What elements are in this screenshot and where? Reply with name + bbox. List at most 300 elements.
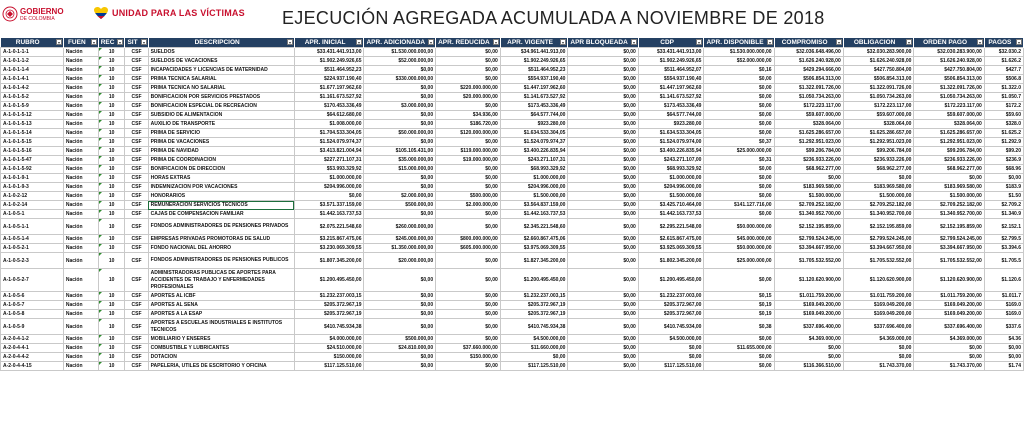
cell-situacion[interactable]: CSF: [125, 165, 148, 174]
cell-value[interactable]: $220.000.000,00: [436, 84, 501, 93]
filter-dropdown-icon[interactable]: [696, 39, 702, 45]
cell-value[interactable]: $68.993.329,92: [638, 165, 704, 174]
cell-value[interactable]: $0,00: [568, 156, 638, 165]
cell-descripcion[interactable]: APORTES AL SENA: [148, 301, 294, 310]
cell-value[interactable]: $32.030.283.900,00: [843, 48, 914, 57]
cell-value[interactable]: $32.030.283.900,00: [914, 48, 984, 57]
cell-value[interactable]: $50.000.000,00: [364, 129, 436, 138]
cell-value[interactable]: $224.937.190,40: [294, 75, 364, 84]
cell-value[interactable]: $2.799.524.245,00: [774, 235, 843, 244]
cell-fuente[interactable]: Nación: [63, 219, 98, 235]
cell-descripcion[interactable]: PAPELERIA, UTILES DE ESCRITORIO Y OFICINA: [148, 362, 294, 371]
cell-value[interactable]: $500.000,00: [364, 201, 436, 210]
cell-fuente[interactable]: Nación: [63, 344, 98, 353]
cell-value[interactable]: $1.292.951.023,00: [914, 138, 984, 147]
cell-descripcion[interactable]: CAJAS DE COMPENSACION FAMILIAR: [148, 210, 294, 219]
cell-fuente[interactable]: Nación: [63, 201, 98, 210]
cell-value[interactable]: $117.125.510,00: [500, 362, 568, 371]
cell-situacion[interactable]: CSF: [125, 353, 148, 362]
cell-value[interactable]: $3.394.667.950,00: [914, 244, 984, 253]
cell-value[interactable]: $1.530.000.000,00: [704, 48, 774, 57]
cell-value[interactable]: $172.223.117,00: [843, 102, 914, 111]
cell-value[interactable]: $1.442.163.737,53: [500, 210, 568, 219]
cell-value[interactable]: $4.369.000,00: [914, 335, 984, 344]
cell-value[interactable]: $0,37: [704, 138, 774, 147]
cell-value[interactable]: $0,16: [704, 66, 774, 75]
filter-dropdown-icon[interactable]: [56, 39, 62, 45]
cell-recurso[interactable]: 10: [98, 93, 125, 102]
cell-value[interactable]: $0,00: [568, 84, 638, 93]
cell-value[interactable]: $2.295.221.548,00: [638, 219, 704, 235]
cell-value[interactable]: $0,00: [364, 93, 436, 102]
cell-value[interactable]: $1.500.000,00: [914, 192, 984, 201]
cell-rubro[interactable]: A-1-0-1-5-92: [1, 165, 64, 174]
cell-value[interactable]: $0,00: [436, 253, 501, 269]
cell-value[interactable]: $0,00: [436, 335, 501, 344]
cell-situacion[interactable]: CSF: [125, 362, 148, 371]
cell-value[interactable]: $150.000,00: [436, 353, 501, 362]
cell-value[interactable]: $0,00: [984, 344, 1023, 353]
cell-recurso[interactable]: 10: [98, 192, 125, 201]
cell-value[interactable]: $0,00: [568, 111, 638, 120]
cell-rubro[interactable]: A-1-0-5-1-4: [1, 235, 64, 244]
cell-recurso[interactable]: 10: [98, 353, 125, 362]
filter-dropdown-icon[interactable]: [141, 39, 147, 45]
cell-value[interactable]: $1.000.000,00: [294, 174, 364, 183]
cell-rubro[interactable]: A-2-0-4-4-2: [1, 353, 64, 362]
cell-value[interactable]: $0,15: [704, 292, 774, 301]
cell-value[interactable]: $328.064,00: [774, 120, 843, 129]
cell-value[interactable]: $183.969.580,00: [843, 183, 914, 192]
cell-value[interactable]: $0,00: [568, 102, 638, 111]
cell-value[interactable]: $15.000.000,00: [364, 165, 436, 174]
cell-descripcion[interactable]: PRIMA TECNICA SALARIAL: [148, 75, 294, 84]
cell-value[interactable]: $1.322.0: [984, 84, 1023, 93]
cell-fuente[interactable]: Nación: [63, 48, 98, 57]
cell-value[interactable]: $99.206.784,00: [774, 147, 843, 156]
cell-recurso[interactable]: 10: [98, 66, 125, 75]
cell-situacion[interactable]: CSF: [125, 253, 148, 269]
cell-value[interactable]: $4.369.000,00: [774, 335, 843, 344]
cell-value[interactable]: $25.000.000,00: [704, 147, 774, 156]
cell-value[interactable]: $59.60: [984, 111, 1023, 120]
cell-value[interactable]: $1.200.495.450,00: [500, 269, 568, 292]
cell-value[interactable]: $183.9: [984, 183, 1023, 192]
cell-value[interactable]: $52.000.000,00: [704, 57, 774, 66]
cell-value[interactable]: $1.705.532.552,00: [914, 253, 984, 269]
cell-value[interactable]: $204.996.000,00: [500, 183, 568, 192]
cell-rubro[interactable]: A-1-0-5-9: [1, 319, 64, 335]
cell-value[interactable]: $0,00: [568, 269, 638, 292]
cell-value[interactable]: $1.232.237.003,00: [638, 292, 704, 301]
cell-value[interactable]: $1.011.759.200,00: [774, 292, 843, 301]
cell-value[interactable]: $205.372.967,00: [638, 310, 704, 319]
cell-value[interactable]: $429.294.666,00: [774, 66, 843, 75]
cell-value[interactable]: $68.962.277,00: [774, 165, 843, 174]
cell-value[interactable]: $1.500.000,00: [843, 192, 914, 201]
cell-value[interactable]: $59.607.000,00: [843, 111, 914, 120]
cell-value[interactable]: $0,00: [364, 210, 436, 219]
cell-value[interactable]: $0,00: [364, 138, 436, 147]
cell-recurso[interactable]: 10: [98, 183, 125, 192]
cell-fuente[interactable]: Nación: [63, 235, 98, 244]
cell-value[interactable]: $1.340.952.700,00: [843, 210, 914, 219]
cell-recurso[interactable]: 10: [98, 335, 125, 344]
cell-value[interactable]: $2.709.2: [984, 201, 1023, 210]
cell-value[interactable]: $172.2: [984, 102, 1023, 111]
cell-recurso[interactable]: 10: [98, 210, 125, 219]
cell-descripcion[interactable]: FONDOS ADMINISTRADORES DE PENSIONES PUBLICOS: [148, 253, 294, 269]
cell-descripcion[interactable]: SUELDOS: [148, 48, 294, 57]
cell-value[interactable]: $1.743.370,00: [843, 362, 914, 371]
cell-value[interactable]: $0,00: [568, 129, 638, 138]
cell-value[interactable]: $1.120.620.900,00: [774, 269, 843, 292]
cell-value[interactable]: $506.854.313,00: [774, 75, 843, 84]
cell-descripcion[interactable]: MOBILIARIO Y ENSERES: [148, 335, 294, 344]
cell-value[interactable]: $0,00: [568, 138, 638, 147]
cell-value[interactable]: $4.500.000,00: [500, 335, 568, 344]
cell-value[interactable]: $0,00: [568, 192, 638, 201]
cell-value[interactable]: $1.902.249.926,65: [500, 57, 568, 66]
cell-situacion[interactable]: CSF: [125, 138, 148, 147]
cell-value[interactable]: $0,00: [364, 84, 436, 93]
cell-value[interactable]: $0,00: [704, 210, 774, 219]
cell-value[interactable]: $506.8: [984, 75, 1023, 84]
cell-value[interactable]: $3.394.667.950,00: [843, 244, 914, 253]
cell-value[interactable]: $0,00: [364, 310, 436, 319]
cell-value[interactable]: $1.011.759.200,00: [914, 292, 984, 301]
cell-situacion[interactable]: CSF: [125, 201, 148, 210]
cell-value[interactable]: $0,00: [568, 335, 638, 344]
cell-situacion[interactable]: CSF: [125, 183, 148, 192]
cell-value[interactable]: $923.280,00: [638, 120, 704, 129]
cell-value[interactable]: $0,00: [704, 362, 774, 371]
cell-value[interactable]: $172.223.117,00: [914, 102, 984, 111]
cell-situacion[interactable]: CSF: [125, 57, 148, 66]
cell-value[interactable]: $169.049.200,00: [843, 301, 914, 310]
cell-situacion[interactable]: CSF: [125, 301, 148, 310]
cell-recurso[interactable]: 10: [98, 235, 125, 244]
cell-value[interactable]: $245.000.000,00: [364, 235, 436, 244]
cell-value[interactable]: $205.372.967,19: [294, 301, 364, 310]
cell-value[interactable]: $3.564.837.159,00: [500, 201, 568, 210]
cell-value[interactable]: $117.125.510,00: [638, 362, 704, 371]
cell-value[interactable]: $0,00: [568, 57, 638, 66]
cell-descripcion[interactable]: FONDO NACIONAL DEL AHORRO: [148, 244, 294, 253]
cell-value[interactable]: $506.854.313,00: [914, 75, 984, 84]
cell-value[interactable]: $119.000.000,00: [436, 147, 501, 156]
cell-value[interactable]: $141.127.716,00: [704, 201, 774, 210]
cell-value[interactable]: $0,00: [364, 66, 436, 75]
cell-value[interactable]: $52.000.000,00: [364, 57, 436, 66]
cell-fuente[interactable]: Nación: [63, 102, 98, 111]
cell-value[interactable]: $0,19: [704, 301, 774, 310]
cell-descripcion[interactable]: HONORARIOS: [148, 192, 294, 201]
cell-fuente[interactable]: Nación: [63, 335, 98, 344]
cell-situacion[interactable]: CSF: [125, 147, 148, 156]
cell-value[interactable]: $1.902.249.926,65: [638, 57, 704, 66]
cell-value[interactable]: $3.975.069.309,55: [500, 244, 568, 253]
cell-rubro[interactable]: A-2-0-4-4-1: [1, 344, 64, 353]
cell-value[interactable]: $64.612.680,00: [294, 111, 364, 120]
cell-value[interactable]: $50.000.000,00: [704, 244, 774, 253]
cell-value[interactable]: $1.50: [984, 192, 1023, 201]
cell-value[interactable]: $33.431.441.913,00: [638, 48, 704, 57]
cell-value[interactable]: $1.500.000,00: [500, 192, 568, 201]
cell-value[interactable]: $0,00: [774, 353, 843, 362]
cell-rubro[interactable]: A-1-0-1-1-1: [1, 48, 64, 57]
cell-situacion[interactable]: CSF: [125, 156, 148, 165]
cell-rubro[interactable]: A-1-0-1-1-2: [1, 57, 64, 66]
filter-dropdown-icon[interactable]: [767, 39, 773, 45]
cell-value[interactable]: $337.6: [984, 319, 1023, 335]
cell-value[interactable]: $24.510.000,00: [294, 344, 364, 353]
cell-value[interactable]: $68.962.277,00: [843, 165, 914, 174]
cell-value[interactable]: $2.799.524.245,00: [843, 235, 914, 244]
cell-fuente[interactable]: Nación: [63, 138, 98, 147]
cell-descripcion[interactable]: BONIFICACION DE DIRECCION: [148, 165, 294, 174]
cell-value[interactable]: $0,00: [638, 344, 704, 353]
cell-value[interactable]: $1.050.734.263,00: [774, 93, 843, 102]
cell-value[interactable]: $227.271.107,31: [294, 156, 364, 165]
cell-value[interactable]: $0,00: [704, 269, 774, 292]
cell-descripcion[interactable]: PRIMA DE SERVICIO: [148, 129, 294, 138]
cell-rubro[interactable]: A-1-0-1-5-47: [1, 156, 64, 165]
cell-value[interactable]: $0,00: [364, 269, 436, 292]
cell-value[interactable]: $605.000.000,00: [436, 244, 501, 253]
cell-value[interactable]: $511.464.952,23: [500, 66, 568, 75]
cell-value[interactable]: $0,00: [568, 210, 638, 219]
cell-value[interactable]: $0,00: [294, 192, 364, 201]
cell-descripcion[interactable]: HORAS EXTRAS: [148, 174, 294, 183]
cell-value[interactable]: $53.993.329,92: [294, 165, 364, 174]
cell-value[interactable]: $0,00: [364, 353, 436, 362]
cell-recurso[interactable]: 10: [98, 57, 125, 66]
cell-value[interactable]: $2.152.195.859,00: [843, 219, 914, 235]
cell-situacion[interactable]: CSF: [125, 84, 148, 93]
cell-value[interactable]: $554.937.190,40: [500, 75, 568, 84]
cell-value[interactable]: $169.049.200,00: [774, 301, 843, 310]
cell-rubro[interactable]: A-1-0-5-1-1: [1, 219, 64, 235]
cell-situacion[interactable]: CSF: [125, 192, 148, 201]
cell-value[interactable]: $427.7: [984, 66, 1023, 75]
cell-rubro[interactable]: A-1-0-5-7: [1, 301, 64, 310]
cell-value[interactable]: $1.447.197.962,60: [500, 84, 568, 93]
cell-value[interactable]: $1.705.532.552,00: [843, 253, 914, 269]
cell-value[interactable]: $0,00: [704, 102, 774, 111]
cell-value[interactable]: $0,00: [364, 111, 436, 120]
cell-recurso[interactable]: 10: [98, 301, 125, 310]
cell-value[interactable]: $0,00: [568, 174, 638, 183]
cell-value[interactable]: $34.961.441.913,00: [500, 48, 568, 57]
cell-fuente[interactable]: Nación: [63, 111, 98, 120]
cell-value[interactable]: $511.464.952,07: [638, 66, 704, 75]
cell-recurso[interactable]: 10: [98, 111, 125, 120]
cell-situacion[interactable]: CSF: [125, 111, 148, 120]
cell-value[interactable]: $0,19: [704, 310, 774, 319]
spreadsheet-grid[interactable]: [0, 38, 1024, 421]
cell-fuente[interactable]: Nación: [63, 269, 98, 292]
cell-value[interactable]: $1.743.370,00: [914, 362, 984, 371]
cell-value[interactable]: $120.000.000,00: [436, 129, 501, 138]
cell-value[interactable]: $328.064,00: [843, 120, 914, 129]
cell-value[interactable]: $1.000.000,00: [638, 174, 704, 183]
cell-descripcion[interactable]: PRIMA DE VACACIONES: [148, 138, 294, 147]
cell-descripcion[interactable]: SUBSIDIO DE ALIMENTACION: [148, 111, 294, 120]
cell-value[interactable]: $1.625.286.657,00: [914, 129, 984, 138]
filter-dropdown-icon[interactable]: [1016, 39, 1022, 45]
cell-recurso[interactable]: 10: [98, 138, 125, 147]
cell-value[interactable]: $0,00: [704, 183, 774, 192]
cell-value[interactable]: $99.206.784,00: [843, 147, 914, 156]
cell-value[interactable]: $0,00: [704, 129, 774, 138]
cell-value[interactable]: $0,00: [364, 183, 436, 192]
cell-value[interactable]: $183.969.580,00: [774, 183, 843, 192]
filter-dropdown-icon[interactable]: [91, 39, 97, 45]
cell-situacion[interactable]: CSF: [125, 235, 148, 244]
cell-value[interactable]: $1.626.2: [984, 57, 1023, 66]
cell-value[interactable]: $243.271.107,00: [638, 156, 704, 165]
cell-descripcion[interactable]: APORTES A LA ESAP: [148, 310, 294, 319]
cell-rubro[interactable]: A-1-0-5-6: [1, 292, 64, 301]
cell-value[interactable]: $1.500.000,00: [638, 192, 704, 201]
cell-value[interactable]: $1.120.620.900,00: [843, 269, 914, 292]
cell-value[interactable]: $3.394.667.950,00: [774, 244, 843, 253]
cell-recurso[interactable]: 10: [98, 362, 125, 371]
cell-value[interactable]: $0,00: [843, 174, 914, 183]
cell-descripcion[interactable]: FONDOS ADMINISTRADORES DE PENSIONES PRIVADOS: [148, 219, 294, 235]
cell-value[interactable]: $0,00: [364, 301, 436, 310]
cell-fuente[interactable]: Nación: [63, 353, 98, 362]
cell-value[interactable]: $1.141.673.527,92: [638, 93, 704, 102]
cell-value[interactable]: $0,00: [984, 353, 1023, 362]
cell-recurso[interactable]: 10: [98, 75, 125, 84]
cell-value[interactable]: $0,31: [704, 156, 774, 165]
cell-value[interactable]: $0,00: [436, 301, 501, 310]
cell-value[interactable]: $105.105.431,00: [364, 147, 436, 156]
cell-value[interactable]: $1.442.163.737,53: [294, 210, 364, 219]
cell-rubro[interactable]: A-1-0-1-4-1: [1, 75, 64, 84]
cell-value[interactable]: $506.854.313,00: [843, 75, 914, 84]
cell-situacion[interactable]: CSF: [125, 319, 148, 335]
cell-value[interactable]: $1.626.240.928,00: [914, 57, 984, 66]
cell-rubro[interactable]: A-1-0-1-5-13: [1, 120, 64, 129]
cell-fuente[interactable]: Nación: [63, 120, 98, 129]
cell-value[interactable]: $25.000.000,00: [704, 253, 774, 269]
cell-value[interactable]: $1.626.240.928,00: [774, 57, 843, 66]
cell-rubro[interactable]: A-1-0-1-5-16: [1, 147, 64, 156]
cell-value[interactable]: $0,00: [436, 310, 501, 319]
cell-situacion[interactable]: CSF: [125, 75, 148, 84]
cell-fuente[interactable]: Nación: [63, 57, 98, 66]
cell-value[interactable]: $2.152.195.859,00: [774, 219, 843, 235]
cell-value[interactable]: $1.232.237.003,15: [500, 292, 568, 301]
cell-value[interactable]: $0,00: [436, 319, 501, 335]
cell-fuente[interactable]: Nación: [63, 192, 98, 201]
cell-descripcion[interactable]: ADMINISTRADORAS PUBLICAS DE APORTES PARA ACCIDENTES DE TRABAJO Y ENFERMEDADES PROFESIONALES: [148, 269, 294, 292]
cell-fuente[interactable]: Nación: [63, 301, 98, 310]
cell-descripcion[interactable]: INCAPACIDADES Y LICENCIAS DE MATERNIDAD: [148, 66, 294, 75]
cell-value[interactable]: $1.634.533.304,05: [638, 129, 704, 138]
cell-value[interactable]: $0,00: [704, 84, 774, 93]
cell-fuente[interactable]: Nación: [63, 93, 98, 102]
cell-value[interactable]: $1.524.079.974,00: [638, 138, 704, 147]
cell-value[interactable]: $68.962.277,00: [914, 165, 984, 174]
cell-value[interactable]: $0,00: [704, 120, 774, 129]
cell-value[interactable]: $236.933.226,00: [774, 156, 843, 165]
cell-fuente[interactable]: Nación: [63, 165, 98, 174]
cell-value[interactable]: $337.696.400,00: [914, 319, 984, 335]
cell-value[interactable]: $150.000,00: [294, 353, 364, 362]
cell-rubro[interactable]: A-1-0-1-9-1: [1, 174, 64, 183]
cell-value[interactable]: $1.625.2: [984, 129, 1023, 138]
cell-value[interactable]: $1.530.000.000,00: [364, 48, 436, 57]
cell-fuente[interactable]: Nación: [63, 292, 98, 301]
cell-rubro[interactable]: A-2-0-4-1-2: [1, 335, 64, 344]
cell-value[interactable]: $0,00: [704, 353, 774, 362]
cell-descripcion[interactable]: REMUNERACION SERVICIOS TECNICOS: [148, 201, 294, 210]
cell-value[interactable]: $0,00: [568, 48, 638, 57]
cell-value[interactable]: $3.400.226.835,94: [638, 147, 704, 156]
cell-value[interactable]: $2.345.221.548,60: [500, 219, 568, 235]
cell-value[interactable]: $1.704.533.304,05: [294, 129, 364, 138]
cell-value[interactable]: $1.322.091.726,00: [914, 84, 984, 93]
cell-value[interactable]: $0,00: [568, 66, 638, 75]
cell-value[interactable]: $205.372.967,19: [294, 310, 364, 319]
cell-recurso[interactable]: 10: [98, 201, 125, 210]
cell-value[interactable]: $0,00: [364, 292, 436, 301]
cell-recurso[interactable]: 10: [98, 344, 125, 353]
cell-fuente[interactable]: Nación: [63, 147, 98, 156]
cell-value[interactable]: $1.626.240.928,00: [843, 57, 914, 66]
cell-value[interactable]: $0,00: [568, 183, 638, 192]
cell-value[interactable]: $1.050.734.263,00: [843, 93, 914, 102]
cell-value[interactable]: $204.996.000,00: [638, 183, 704, 192]
cell-value[interactable]: $236.933.226,00: [914, 156, 984, 165]
cell-value[interactable]: $19.000.000,00: [436, 156, 501, 165]
cell-value[interactable]: $1.500.000,00: [774, 192, 843, 201]
cell-value[interactable]: $427.750.804,00: [843, 66, 914, 75]
cell-value[interactable]: $0,00: [568, 235, 638, 244]
cell-rubro[interactable]: A-2-0-4-4-15: [1, 362, 64, 371]
cell-situacion[interactable]: CSF: [125, 335, 148, 344]
cell-value[interactable]: $1.625.286.657,00: [774, 129, 843, 138]
cell-value[interactable]: $0,00: [436, 210, 501, 219]
cell-rubro[interactable]: A-1-0-1-1-4: [1, 66, 64, 75]
cell-descripcion[interactable]: SUELDOS DE VACACIONES: [148, 57, 294, 66]
filter-dropdown-icon[interactable]: [836, 39, 842, 45]
cell-value[interactable]: $1.120.620.900,00: [914, 269, 984, 292]
cell-situacion[interactable]: CSF: [125, 244, 148, 253]
cell-value[interactable]: $170.453.336,49: [294, 102, 364, 111]
cell-value[interactable]: $0,00: [843, 344, 914, 353]
cell-value[interactable]: $169.049.200,00: [774, 310, 843, 319]
cell-recurso[interactable]: 10: [98, 310, 125, 319]
cell-situacion[interactable]: CSF: [125, 269, 148, 292]
cell-value[interactable]: $0,00: [568, 201, 638, 210]
cell-rubro[interactable]: A-1-0-2-14: [1, 201, 64, 210]
cell-value[interactable]: $116.366.510,00: [774, 362, 843, 371]
cell-recurso[interactable]: 10: [98, 253, 125, 269]
filter-dropdown-icon[interactable]: [631, 39, 637, 45]
cell-rubro[interactable]: A-1-0-2-12: [1, 192, 64, 201]
cell-fuente[interactable]: Nación: [63, 183, 98, 192]
cell-value[interactable]: $0,00: [436, 138, 501, 147]
cell-rubro[interactable]: A-1-0-1-4-2: [1, 84, 64, 93]
cell-situacion[interactable]: CSF: [125, 120, 148, 129]
cell-value[interactable]: $0,00: [704, 93, 774, 102]
cell-situacion[interactable]: CSF: [125, 102, 148, 111]
